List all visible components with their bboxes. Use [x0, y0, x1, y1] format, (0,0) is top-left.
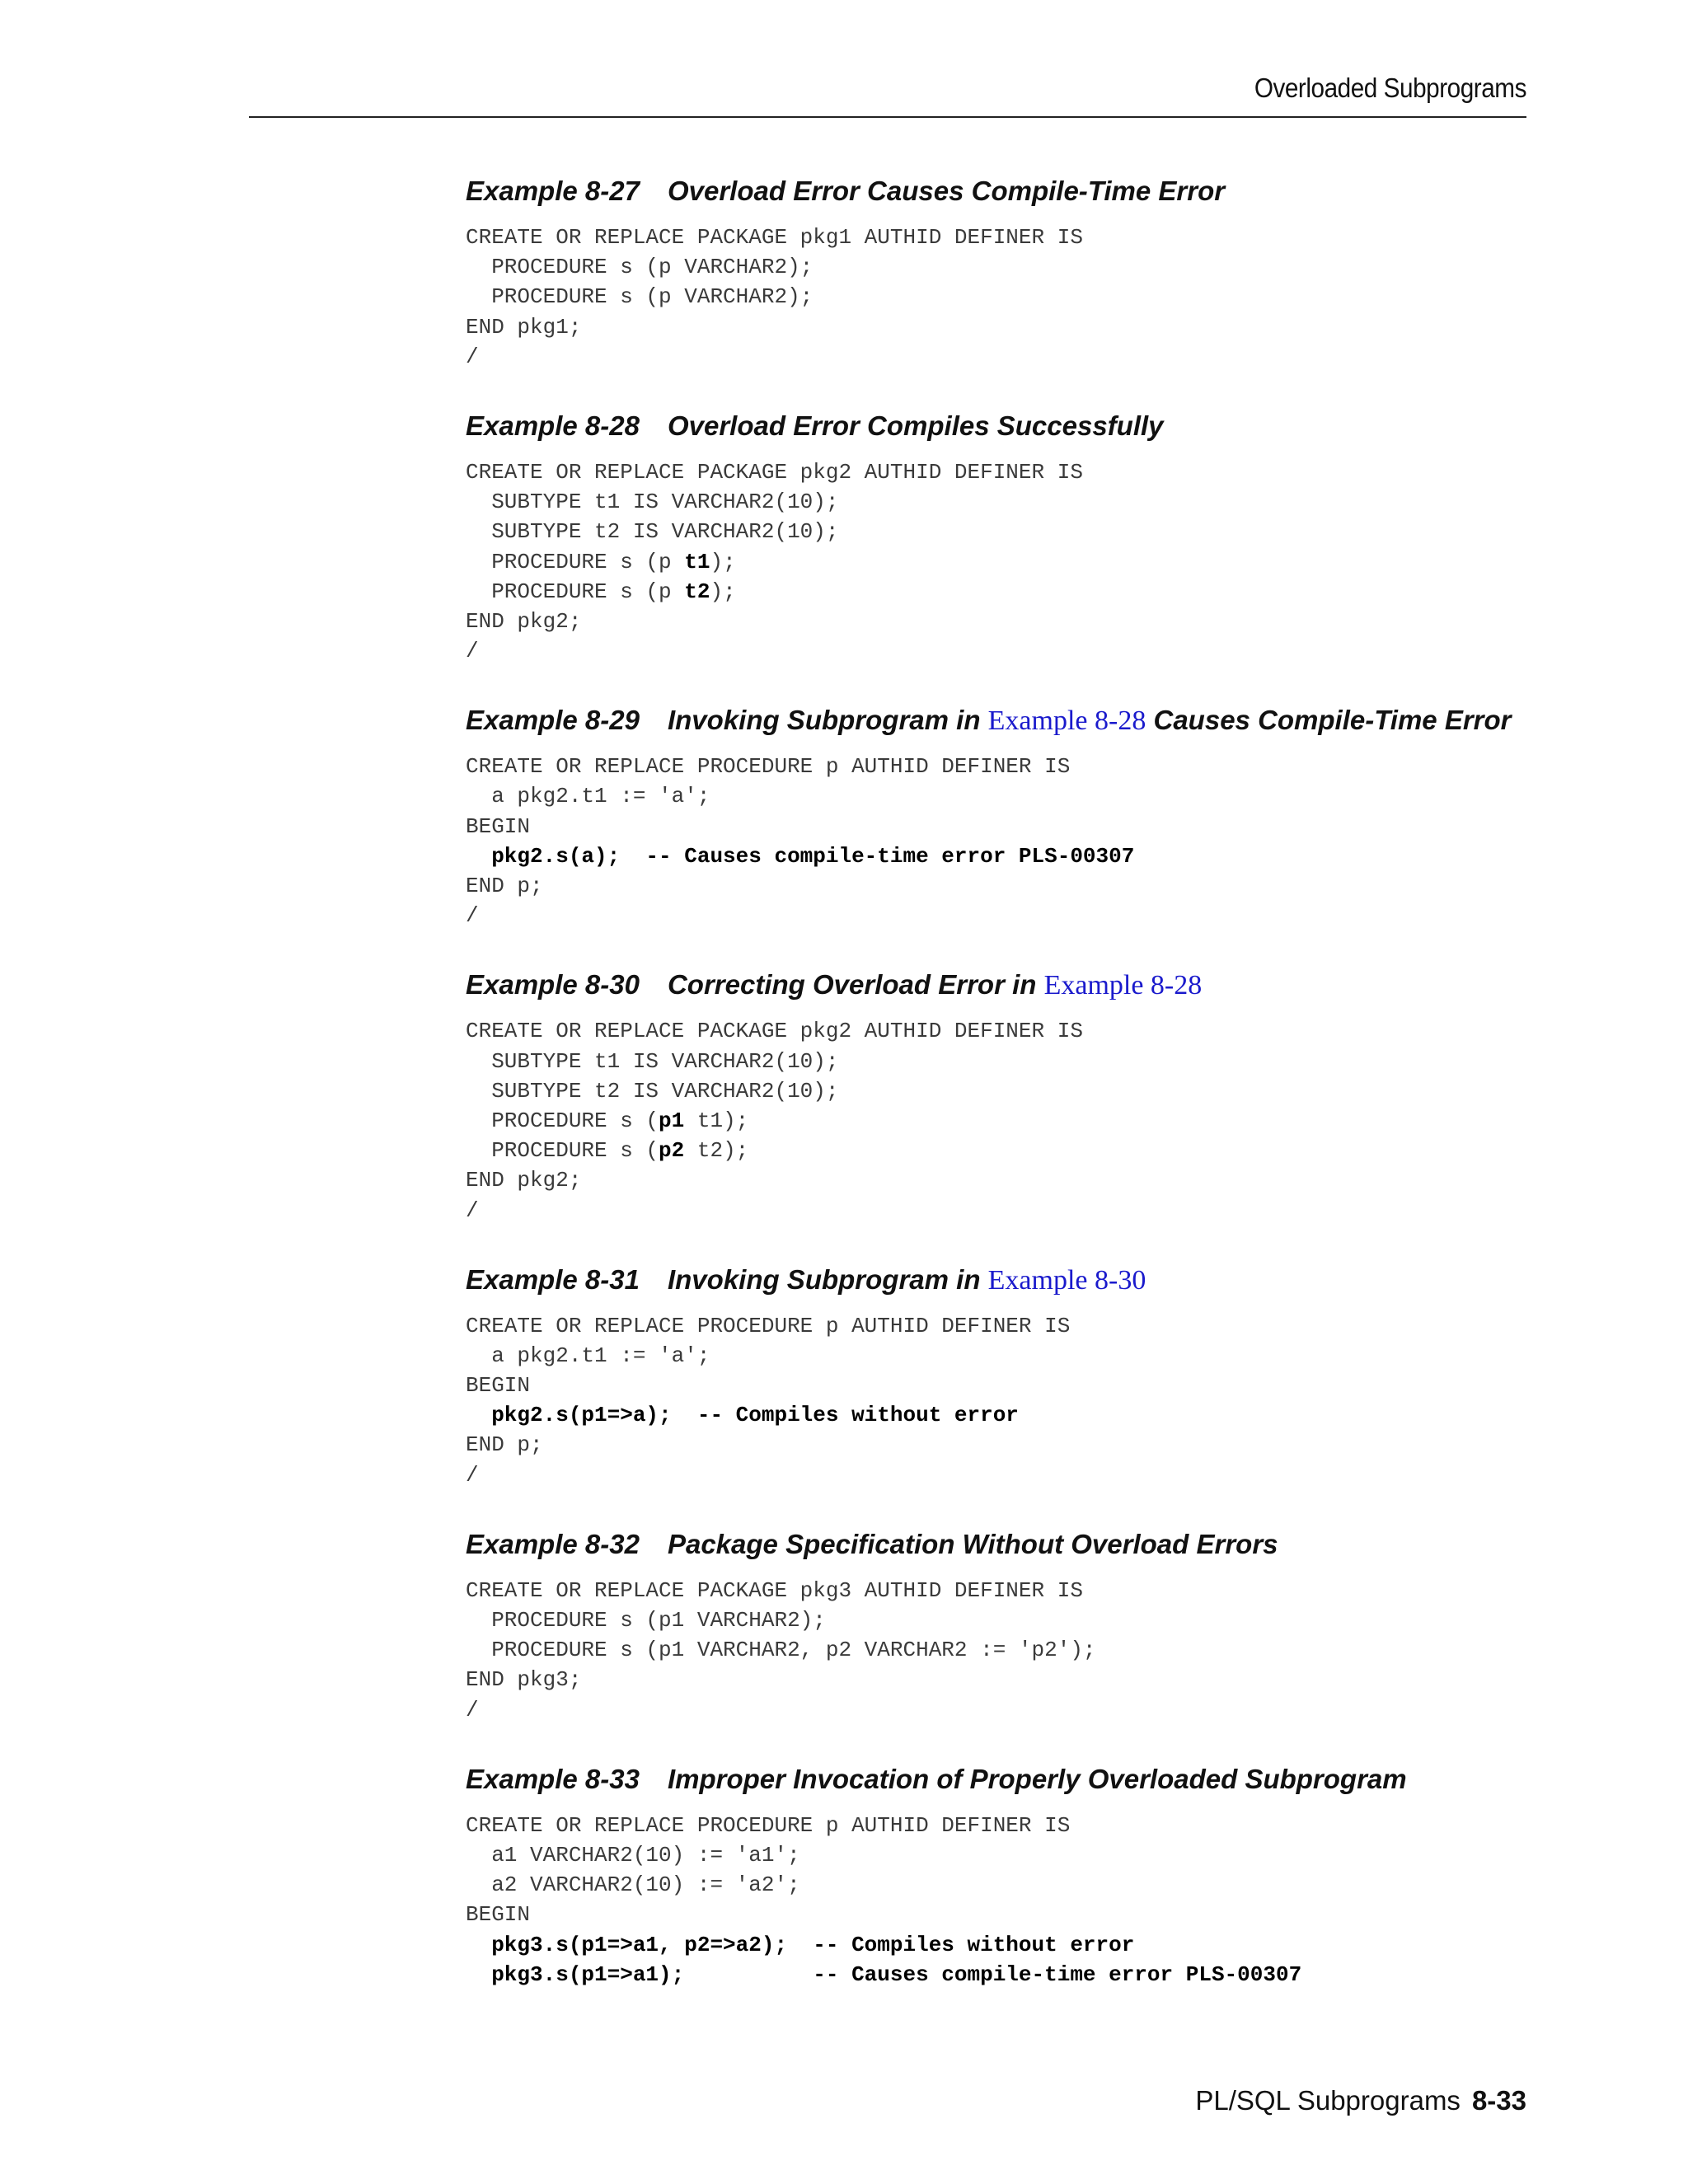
code-line [466, 1076, 1554, 1106]
page-content [466, 173, 1554, 2026]
code-line [466, 1460, 1554, 1490]
code-text: PROCEDURE s (p1 VARCHAR2, p2 VARCHAR2 := 'p2'); [466, 1638, 1096, 1663]
example-number: Example 8-31 [466, 1263, 640, 1295]
example-title-text: Overload Error Compiles Successfully [667, 410, 1164, 441]
example-number: Example 8-32 [466, 1528, 640, 1559]
code-line [466, 636, 1554, 666]
code-text: a pkg2.t1 := 'a'; [466, 784, 710, 809]
code-line [466, 312, 1554, 342]
example-block [466, 1526, 1554, 1725]
code-text: END p; [466, 1432, 543, 1458]
code-text: a1 VARCHAR2(10) := 'a1'; [466, 1842, 800, 1868]
page-footer [824, 2085, 1526, 2116]
code-emphasis: pkg3.s(p1=>a1); -- Causes compile-time error PLS-00307 [466, 1961, 1302, 1987]
code-line [466, 1016, 1554, 1046]
code-text: t1); [684, 1108, 749, 1133]
example-number: Example 8-29 [466, 705, 640, 736]
code-emphasis: pkg2.s(p1=>a); -- Compiles without error [466, 1403, 1019, 1428]
code-text: ); [710, 549, 736, 574]
code-listing [466, 1016, 1554, 1225]
code-line [466, 1665, 1554, 1694]
code-text: END pkg3; [466, 1667, 582, 1693]
code-line [466, 752, 1554, 781]
code-text: ); [710, 579, 736, 604]
example-block [466, 702, 1554, 930]
code-text: END pkg2; [466, 608, 582, 634]
example-block [466, 1262, 1554, 1490]
example-title-text: Invoking Subprogram in [667, 1263, 988, 1295]
code-line [466, 1430, 1554, 1460]
code-line [466, 1165, 1554, 1195]
example-block [466, 173, 1554, 372]
code-line [466, 1811, 1554, 1840]
code-text: BEGIN [466, 813, 531, 839]
example-number: Example 8-30 [466, 969, 640, 1001]
code-listing [466, 752, 1554, 930]
code-text: PROCEDURE s ( [466, 1138, 659, 1164]
code-line [466, 607, 1554, 636]
code-line [466, 1695, 1554, 1725]
footer-section-title: PL/SQL Subprograms [1195, 2085, 1461, 2116]
code-text: t2); [684, 1138, 749, 1164]
example-title-text: Overload Error Causes Compile-Time Error [667, 176, 1226, 206]
code-line [466, 1106, 1554, 1136]
code-emphasis: p1 [659, 1108, 685, 1133]
code-text: CREATE OR REPLACE PROCEDURE p AUTHID DEFINER IS [466, 754, 1071, 780]
example-title-text: Causes Compile-Time Error [1146, 705, 1512, 736]
example-number: Example 8-28 [466, 410, 640, 441]
code-text: CREATE OR REPLACE PACKAGE pkg2 AUTHID DEFINER IS [466, 1019, 1083, 1044]
code-emphasis: p2 [659, 1138, 685, 1164]
example-cross-reference-link[interactable]: Example 8-28 [987, 705, 1146, 737]
code-text: PROCEDURE s (p [466, 549, 685, 574]
example-title-text: Package Specification Without Overload Errors [667, 1528, 1278, 1559]
example-cross-reference-link[interactable]: Example 8-28 [1043, 970, 1203, 1001]
example-title-text: Improper Invocation of Properly Overloaded Subprogram [667, 1763, 1407, 1794]
code-text: / [466, 1462, 479, 1488]
example-number: Example 8-27 [466, 176, 640, 206]
code-line [466, 781, 1554, 811]
code-line [466, 841, 1554, 871]
code-text: BEGIN [466, 1373, 531, 1399]
code-text: CREATE OR REPLACE PROCEDURE p AUTHID DEFINER IS [466, 1313, 1071, 1338]
header-rule [249, 116, 1526, 118]
code-text: / [466, 903, 479, 929]
code-text: CREATE OR REPLACE PACKAGE pkg2 AUTHID DEFINER IS [466, 459, 1083, 485]
code-text: / [466, 639, 479, 664]
code-line [466, 487, 1554, 517]
code-text: / [466, 344, 479, 369]
code-text: SUBTYPE t1 IS VARCHAR2(10); [466, 490, 839, 515]
code-text: CREATE OR REPLACE PACKAGE pkg1 AUTHID DEFINER IS [466, 225, 1083, 250]
example-title-text: Invoking Subprogram in [667, 705, 988, 736]
code-line [466, 1635, 1554, 1665]
example-cross-reference-link[interactable]: Example 8-30 [987, 1264, 1146, 1296]
code-text: SUBTYPE t1 IS VARCHAR2(10); [466, 1048, 839, 1074]
code-line [466, 1047, 1554, 1076]
code-line [466, 1870, 1554, 1900]
code-line [466, 223, 1554, 252]
code-text: END pkg1; [466, 314, 582, 340]
code-line [466, 1605, 1554, 1635]
code-line [466, 1960, 1554, 1990]
example-title-text: Correcting Overload Error in [667, 969, 1044, 1001]
code-emphasis: t2 [684, 579, 710, 604]
code-line [466, 1900, 1554, 1929]
code-listing [466, 457, 1554, 666]
code-line [466, 252, 1554, 282]
code-line [466, 282, 1554, 312]
code-line [466, 577, 1554, 607]
code-listing [466, 1576, 1554, 1725]
code-emphasis: t1 [684, 549, 710, 574]
code-line [466, 1400, 1554, 1430]
code-line [466, 812, 1554, 841]
code-listing [466, 223, 1554, 372]
code-text: / [466, 1197, 479, 1223]
code-text: a pkg2.t1 := 'a'; [466, 1343, 710, 1368]
code-listing [466, 1811, 1554, 1990]
example-block [466, 967, 1554, 1225]
code-line [466, 517, 1554, 546]
code-line [466, 1371, 1554, 1400]
code-text: SUBTYPE t2 IS VARCHAR2(10); [466, 519, 839, 545]
code-line [466, 547, 1554, 577]
code-listing [466, 1311, 1554, 1490]
code-text: END pkg2; [466, 1168, 582, 1193]
code-line [466, 342, 1554, 372]
footer-page-number: 8-33 [1471, 2085, 1526, 2116]
example-title [466, 173, 1554, 209]
code-text: PROCEDURE s (p [466, 579, 685, 604]
code-line [466, 901, 1554, 930]
example-title [466, 1526, 1554, 1563]
code-line [466, 1341, 1554, 1371]
code-line [466, 457, 1554, 487]
example-block [466, 408, 1554, 666]
running-header: Overloaded Subprograms [1254, 73, 1526, 103]
code-text: END p; [466, 874, 543, 898]
example-title [466, 1761, 1554, 1797]
code-text: PROCEDURE s ( [466, 1108, 659, 1133]
code-line [466, 1576, 1554, 1605]
example-title [466, 408, 1554, 444]
code-text: PROCEDURE s (p VARCHAR2); [466, 284, 814, 310]
code-text: CREATE OR REPLACE PACKAGE pkg3 AUTHID DEFINER IS [466, 1577, 1083, 1603]
example-number: Example 8-33 [466, 1763, 640, 1794]
code-text: PROCEDURE s (p VARCHAR2); [466, 255, 814, 280]
code-line [466, 1930, 1554, 1960]
code-line [466, 871, 1554, 901]
code-text: / [466, 1697, 479, 1722]
example-title [466, 1262, 1554, 1298]
code-line [466, 1136, 1554, 1165]
example-block [466, 1761, 1554, 1990]
example-title [466, 702, 1554, 738]
code-emphasis: pkg3.s(p1=>a1, p2=>a2); -- Compiles without error [466, 1932, 1135, 1957]
code-text: SUBTYPE t2 IS VARCHAR2(10); [466, 1078, 839, 1104]
code-emphasis: pkg2.s(a); -- Causes compile-time error PLS-00307 [466, 843, 1135, 869]
code-line [466, 1311, 1554, 1341]
code-line [466, 1840, 1554, 1870]
code-text: CREATE OR REPLACE PROCEDURE p AUTHID DEFINER IS [466, 1812, 1071, 1838]
code-line [466, 1196, 1554, 1226]
example-title [466, 967, 1554, 1003]
code-text: BEGIN [466, 1902, 531, 1928]
code-text: a2 VARCHAR2(10) := 'a2'; [466, 1872, 800, 1898]
code-text: PROCEDURE s (p1 VARCHAR2); [466, 1608, 826, 1633]
